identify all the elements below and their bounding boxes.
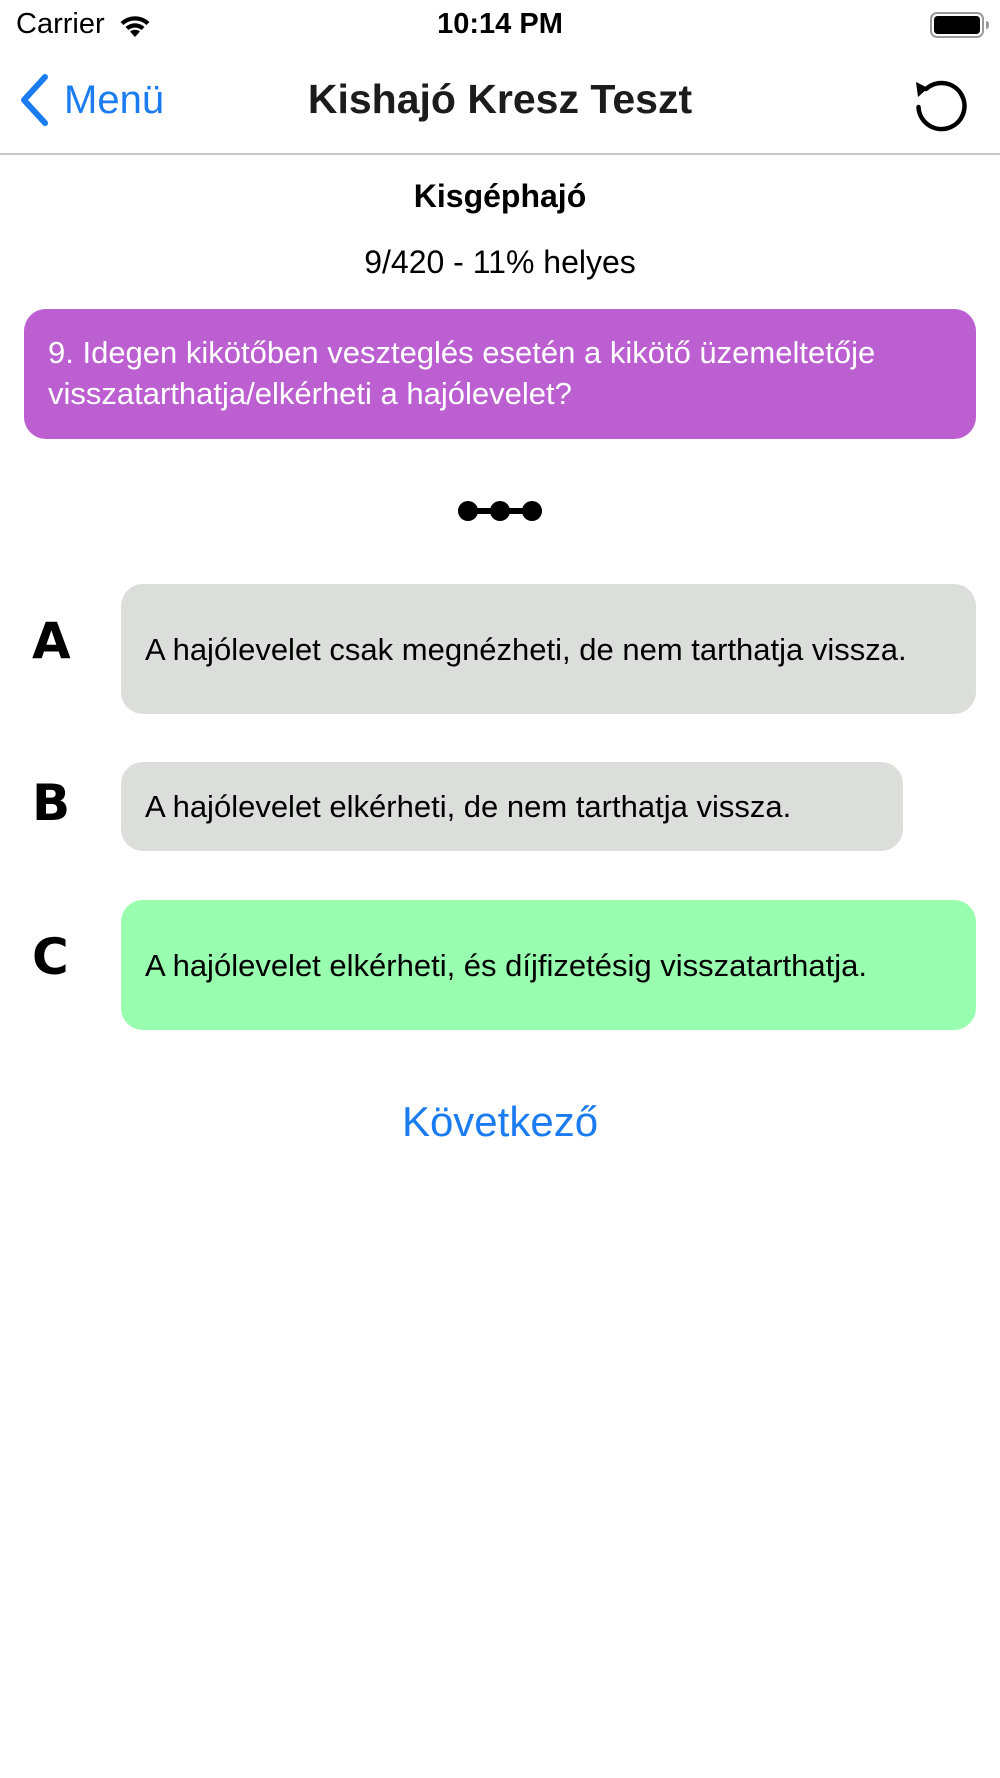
status-bar [0,0,1000,52]
three-dots-connected-icon [456,496,544,526]
answer-button-correct[interactable] [121,900,976,1030]
answer-letter: C [32,928,69,986]
progress-text: 9/420 - 11% helyes [364,244,636,280]
answer-text: A hajólevelet elkérheti, és díjfizetésig visszatarthatja. [145,947,867,983]
status-time: 10:14 PM [437,8,563,40]
carrier-label: Carrier [16,8,105,40]
reset-icon[interactable] [912,76,970,134]
answer-button[interactable] [121,584,976,714]
navigation-bar [0,52,1000,155]
next-button[interactable]: Következő [401,1098,599,1145]
answer-button[interactable] [121,762,903,851]
back-label: Menü [64,77,165,122]
answer-letter: A [32,612,71,670]
page-title: Kishajó Kresz Teszt [307,76,693,122]
category-title: Kisgéphajó [413,178,587,214]
answer-text: A hajólevelet csak megnézheti, de nem tarthatja vissza. [145,631,907,667]
question-box: 9. Idegen kikötőben veszteglés esetén a kikötő üzemeltetője visszatarthatja/elkérheti a hajólevelet? [24,309,976,439]
answer-text: A hajólevelet elkérheti, de nem tarthatja vissza. [145,789,792,824]
answer-letter: B [32,774,71,832]
battery-full-icon [930,12,990,38]
